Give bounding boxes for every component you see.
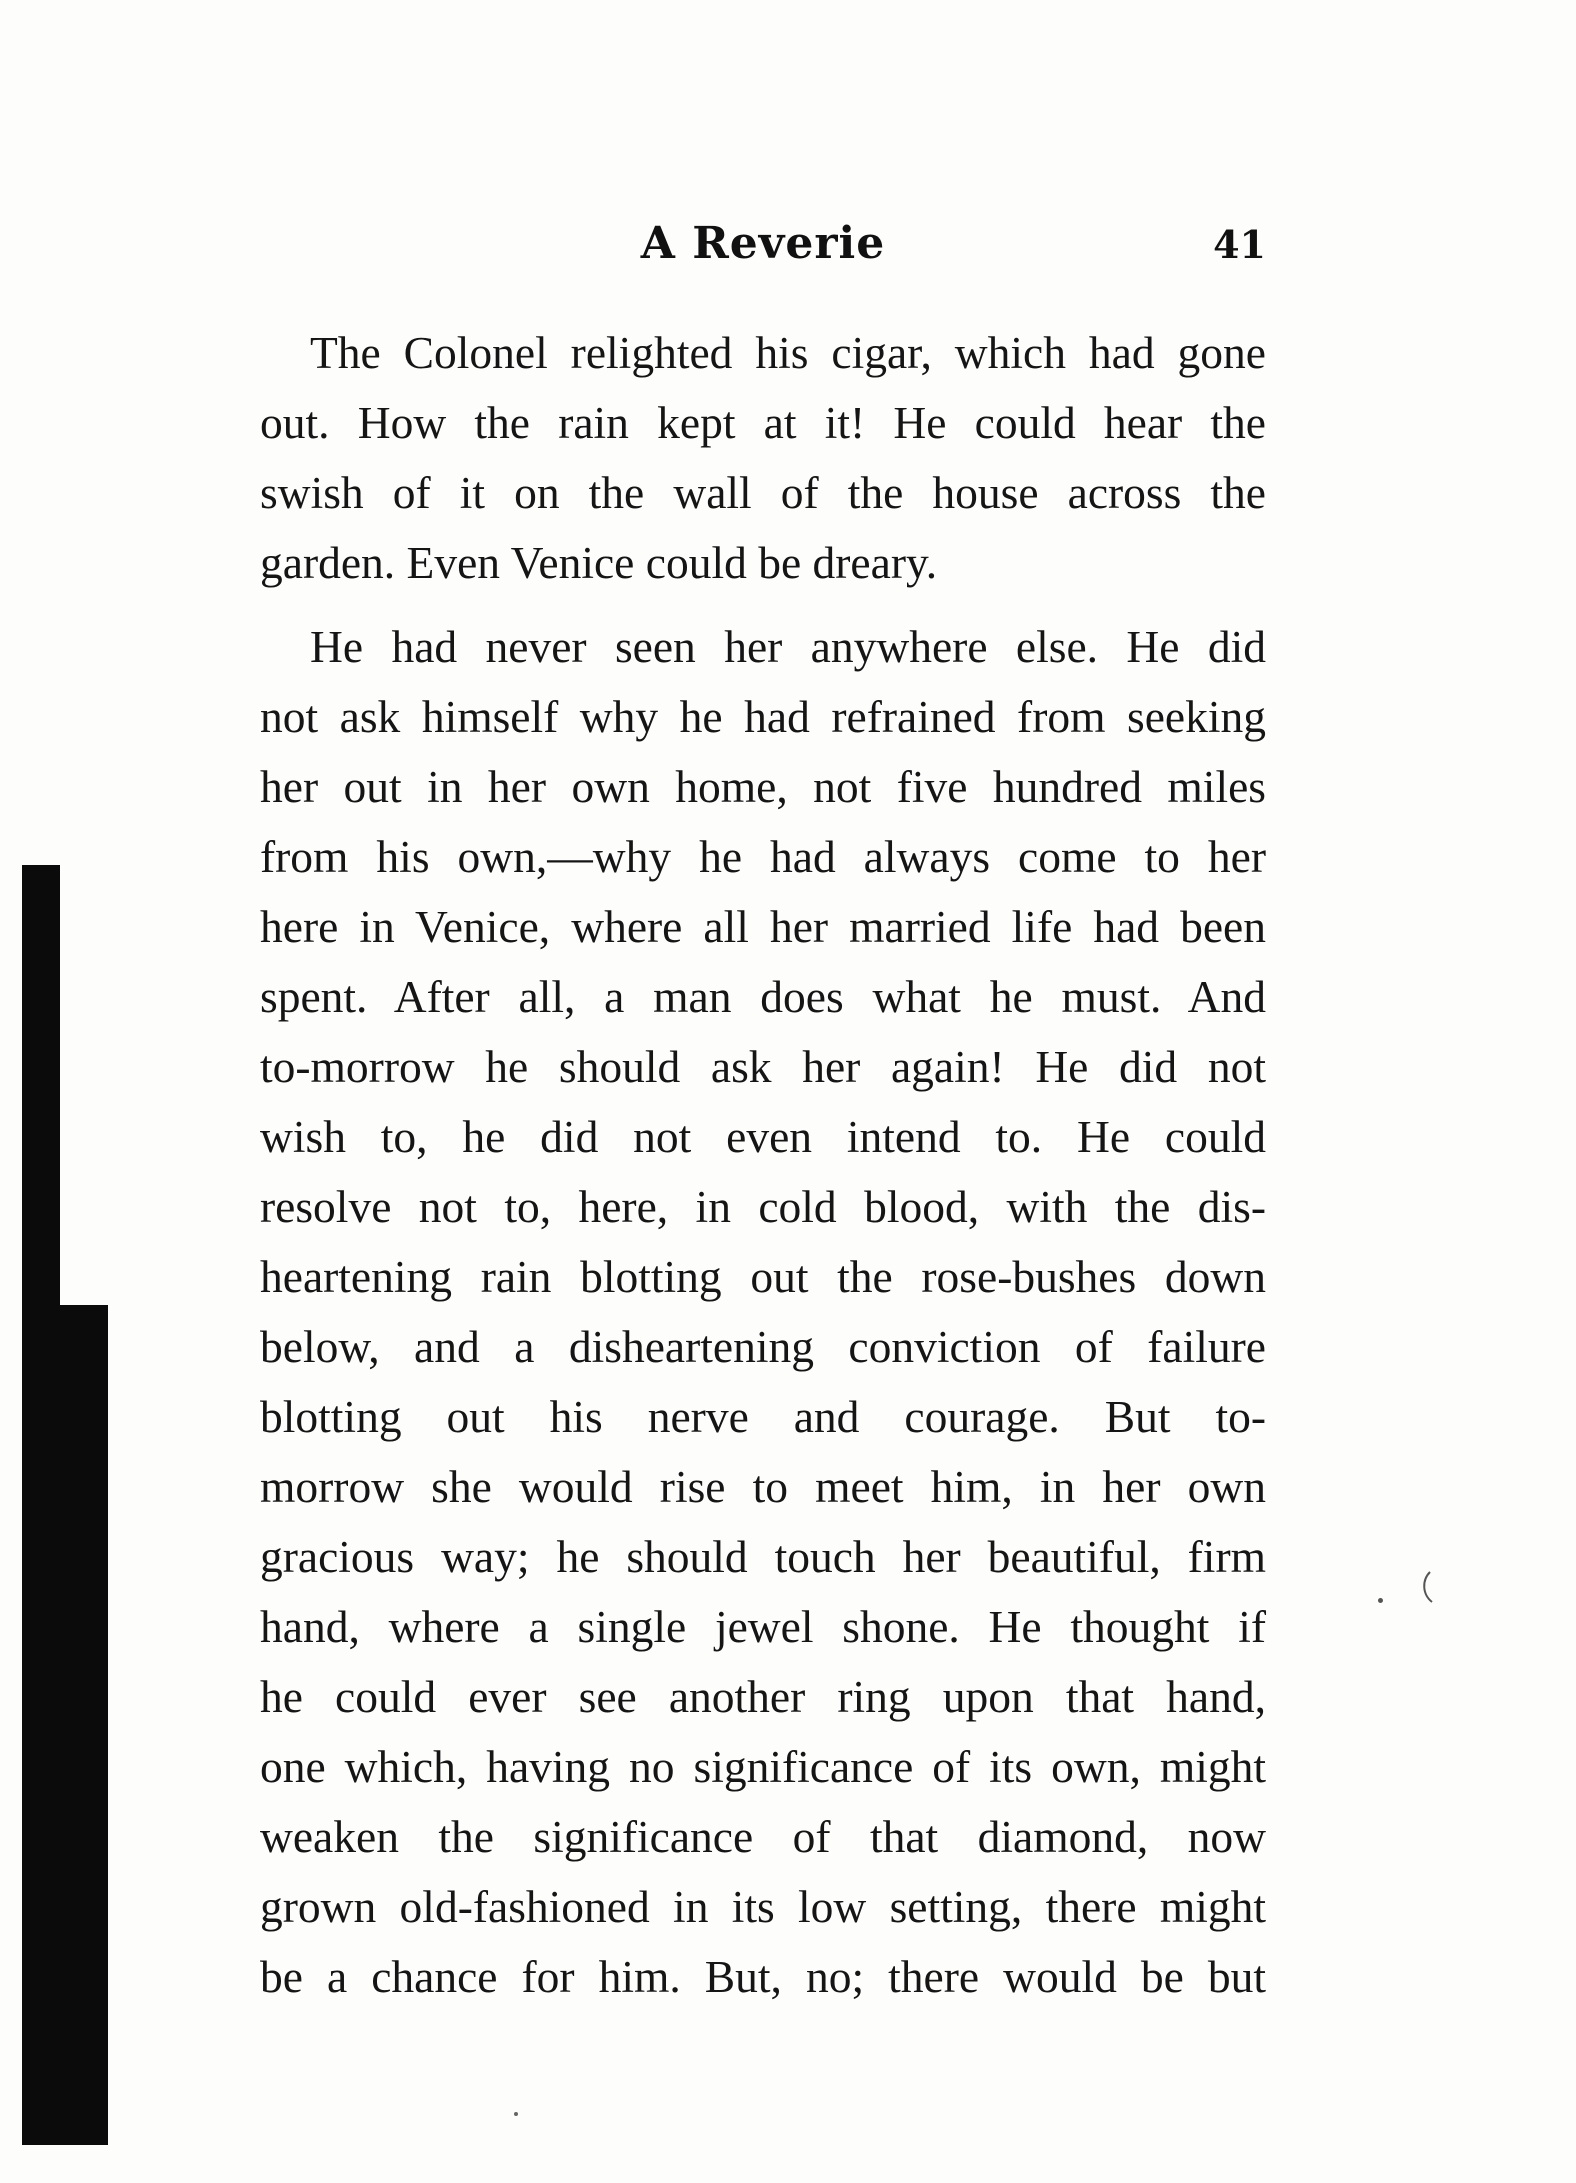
text-line: here in Venice, where all her married life had been <box>260 901 1266 952</box>
gutter-shadow-bar <box>22 865 60 2145</box>
gutter-shadow-bar <box>60 1305 108 2145</box>
text-line: weaken the significance of that diamond, now <box>260 1811 1266 1862</box>
text-line: from his own,—why he had always come to her <box>260 831 1266 882</box>
text-line: gracious way; he should touch her beautiful, firm <box>260 1531 1266 1582</box>
scan-dot <box>1378 1598 1383 1603</box>
running-head <box>260 218 1266 288</box>
text-line: morrow she would rise to meet him, in her own <box>260 1461 1266 1512</box>
scan-gutter-shadow <box>22 865 132 2145</box>
text-line: one which, having no significance of its own, might <box>260 1741 1266 1792</box>
paragraph-gap <box>260 598 1266 612</box>
text-line: spent. After all, a man does what he must. And <box>260 971 1266 1022</box>
text-line: blotting out his nerve and courage. But to- <box>260 1391 1266 1442</box>
running-title: A Reverie <box>640 218 886 269</box>
text-line: not ask himself why he had refrained from seeking <box>260 691 1266 742</box>
text-line: garden. Even Venice could be dreary. <box>260 537 938 588</box>
text-line: grown old-fashioned in its low setting, there might <box>260 1881 1266 1932</box>
scan-dot <box>514 2112 518 2116</box>
body-text <box>260 318 1266 2012</box>
text-line: he could ever see another ring upon that hand, <box>260 1671 1266 1722</box>
text-line: The Colonel relighted his cigar, which had gone <box>310 327 1266 378</box>
text-line: to-morrow he should ask her again! He did not <box>260 1041 1266 1092</box>
text-line: her out in her own home, not five hundred miles <box>260 761 1266 812</box>
text-line: hand, where a single jewel shone. He thought if <box>260 1601 1266 1652</box>
text-line: swish of it on the wall of the house across the <box>260 467 1266 518</box>
text-line: below, and a disheartening conviction of failure <box>260 1321 1266 1372</box>
text-line: He had never seen her anywhere else. He did <box>310 621 1266 672</box>
text-line: heartening rain blotting out the rose-bushes down <box>260 1251 1266 1302</box>
text-line: be a chance for him. But, no; there would be but <box>260 1951 1266 2002</box>
text-line: out. How the rain kept at it! He could hear the <box>260 397 1266 448</box>
text-line: wish to, he did not even intend to. He could <box>260 1111 1266 1162</box>
page-number: 41 <box>1213 222 1266 267</box>
scan-speck <box>1418 1570 1438 1604</box>
text-line: resolve not to, here, in cold blood, with the dis- <box>260 1181 1266 1232</box>
